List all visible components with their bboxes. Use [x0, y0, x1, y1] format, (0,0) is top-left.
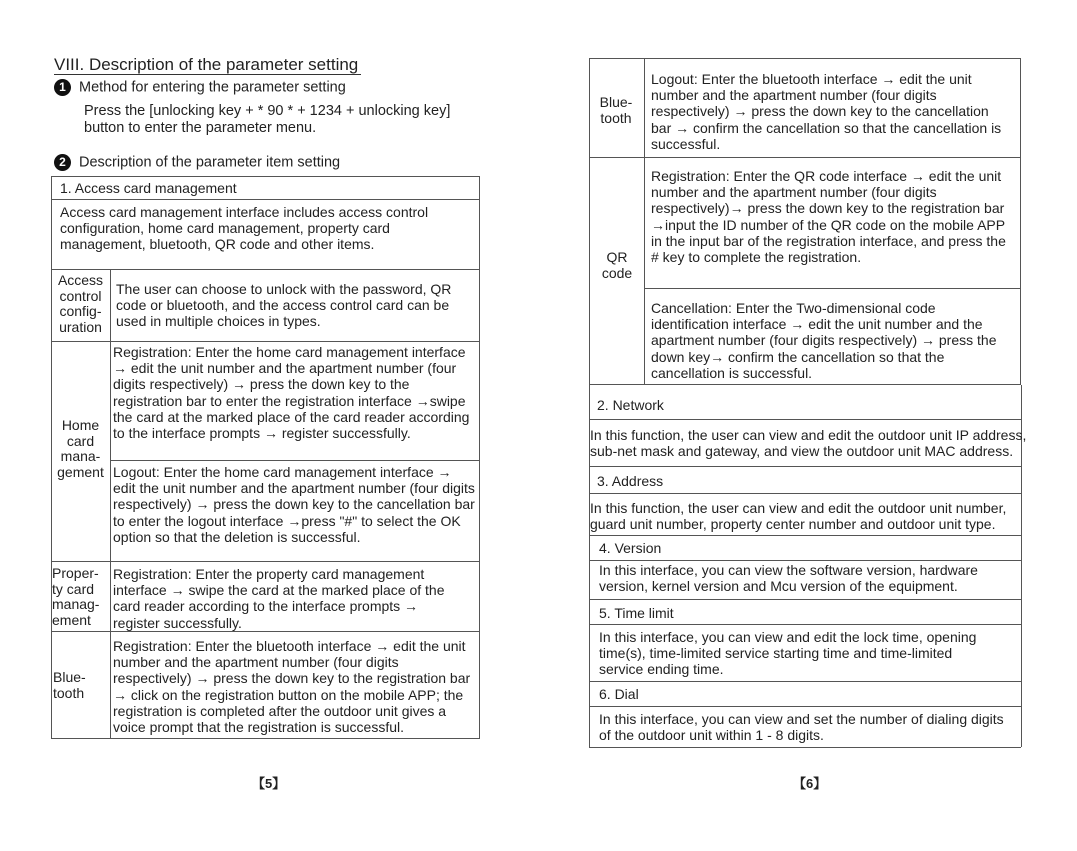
step1-heading-row — [54, 79, 346, 96]
page-number-right: 【6】 — [793, 776, 827, 791]
network-desc: In this function, the user can view and edit the outdoor unit IP address, sub-net mask and gateway, and view the outdoor unit MAC address. — [590, 427, 1027, 460]
row-desc-qr-registration: Registration: Enter the QR code interface → edit the unit number and the apartment number (four digits respectively)→ press the down key to the registration bar →input the ID number of the QR code on the mobile APP in the input bar of the registration interface, and press the # key to complete the registration. — [651, 168, 1006, 266]
section-title: VIII. Description of the parameter setting — [54, 55, 359, 74]
step1-heading: Method for entering the parameter setting — [79, 79, 346, 96]
row-label-qr-code: QR code — [601, 249, 633, 281]
section-divider — [589, 535, 1021, 536]
section-divider — [589, 747, 1021, 748]
dial-desc: In this interface, you can view and set the number of dialing digits of the outdoor unit within 1 - 8 digits. — [599, 711, 1004, 744]
section-divider — [589, 419, 1021, 420]
row-label-access-control: Access control config- uration — [57, 272, 104, 335]
table-divider — [51, 631, 480, 632]
section-divider — [589, 681, 1021, 682]
table-column-divider — [110, 269, 111, 739]
row-desc-qr-cancellation: Cancellation: Enter the Two-dimensional code identification interface → edit the unit number and the apartment number (four digits respectively) → press the down key→ confirm the cancellation so that the cancellation is successful. — [651, 300, 997, 381]
table-divider — [51, 269, 480, 270]
table-divider — [644, 288, 1021, 289]
row-label-bluetooth: Blue- tooth — [53, 669, 86, 701]
row-desc-property-card: Registration: Enter the property card management interface → swipe the card at the marked place of the card reader according to the interface prompts → register successfully. — [113, 566, 445, 631]
table-divider — [51, 561, 480, 562]
section-divider — [589, 599, 1021, 600]
table-intro: Access card management interface includes access control configuration, home card management, property card management, bluetooth, QR code and other items. — [60, 204, 429, 253]
version-desc: In this interface, you can view the software version, hardware version, kernel version and Mcu version of the equipment. — [599, 562, 978, 595]
table-divider — [110, 460, 480, 461]
section-divider — [589, 493, 1021, 494]
row-label-property-card: Proper- ty card manag- ement — [52, 565, 100, 628]
address-desc: In this function, the user can view and edit the outdoor unit number, guard unit number, property center number and outdoor unit type. — [590, 500, 1007, 533]
table-divider — [51, 341, 480, 342]
step2-heading-row — [54, 154, 340, 171]
step2-number-badge: 2 — [54, 154, 71, 171]
table-header: 1. Access card management — [60, 180, 237, 196]
table-column-divider — [644, 58, 645, 385]
row-label-home-card: Home card mana- gement — [57, 417, 104, 480]
section-divider — [589, 560, 1021, 561]
row-desc-bluetooth-registration: Registration: Enter the bluetooth interface → edit the unit number and the apartment number (four digits respectively) → press the down key to the registration bar → click on the registration button on the mobile APP; the registration is completed after the outdoor unit gives a voice prompt that the registration is successful. — [113, 638, 471, 736]
row-desc-home-card-registration: Registration: Enter the home card management interface → edit the unit number and the apartment number (four digits respectively) → press the down key to the registration bar to enter the registration interface →swipe the card at the marked place of the card reader according to the interface prompts → register successfully. — [113, 344, 470, 442]
table-divider — [589, 157, 1021, 158]
title-underline — [54, 74, 361, 75]
version-header: 4. Version — [599, 540, 662, 556]
section-divider — [589, 624, 1021, 625]
time-limit-desc: In this interface, you can view and edit the lock time, opening time(s), time-limited service starting time and time-limited service ending time. — [599, 629, 977, 678]
time-limit-header: 5. Time limit — [599, 605, 674, 621]
page-number-left: 【5】 — [252, 776, 286, 791]
section-divider — [589, 466, 1021, 467]
section-divider — [589, 706, 1021, 707]
table-divider — [51, 199, 480, 200]
step2-heading: Description of the parameter item setting — [79, 154, 341, 171]
row-desc-access-control: The user can choose to unlock with the password, QR code or bluetooth, and the access control card can be used in multiple choices in types. — [116, 281, 452, 330]
network-header: 2. Network — [597, 397, 664, 413]
dial-header: 6. Dial — [599, 686, 639, 702]
step1-number-badge: 1 — [54, 79, 71, 96]
step1-body: Press the [unlocking key + * 90 * + 1234 + unlocking key] button to enter the parameter menu. — [84, 103, 451, 136]
row-label-bluetooth-logout: Blue- tooth — [599, 94, 633, 126]
row-desc-home-card-logout: Logout: Enter the home card management interface → edit the unit number and the apartment number (four digits respectively) → press the down key to the cancellation bar to enter the logout interface →press "#" to select the OK option so that the deletion is successful. — [113, 464, 475, 545]
address-header: 3. Address — [597, 473, 664, 489]
row-desc-bluetooth-logout: Logout: Enter the bluetooth interface → edit the unit number and the apartment number (four digits respectively) → press the down key to the cancellation bar → confirm the cancellation so that the cancellation is successful. — [651, 71, 1002, 152]
